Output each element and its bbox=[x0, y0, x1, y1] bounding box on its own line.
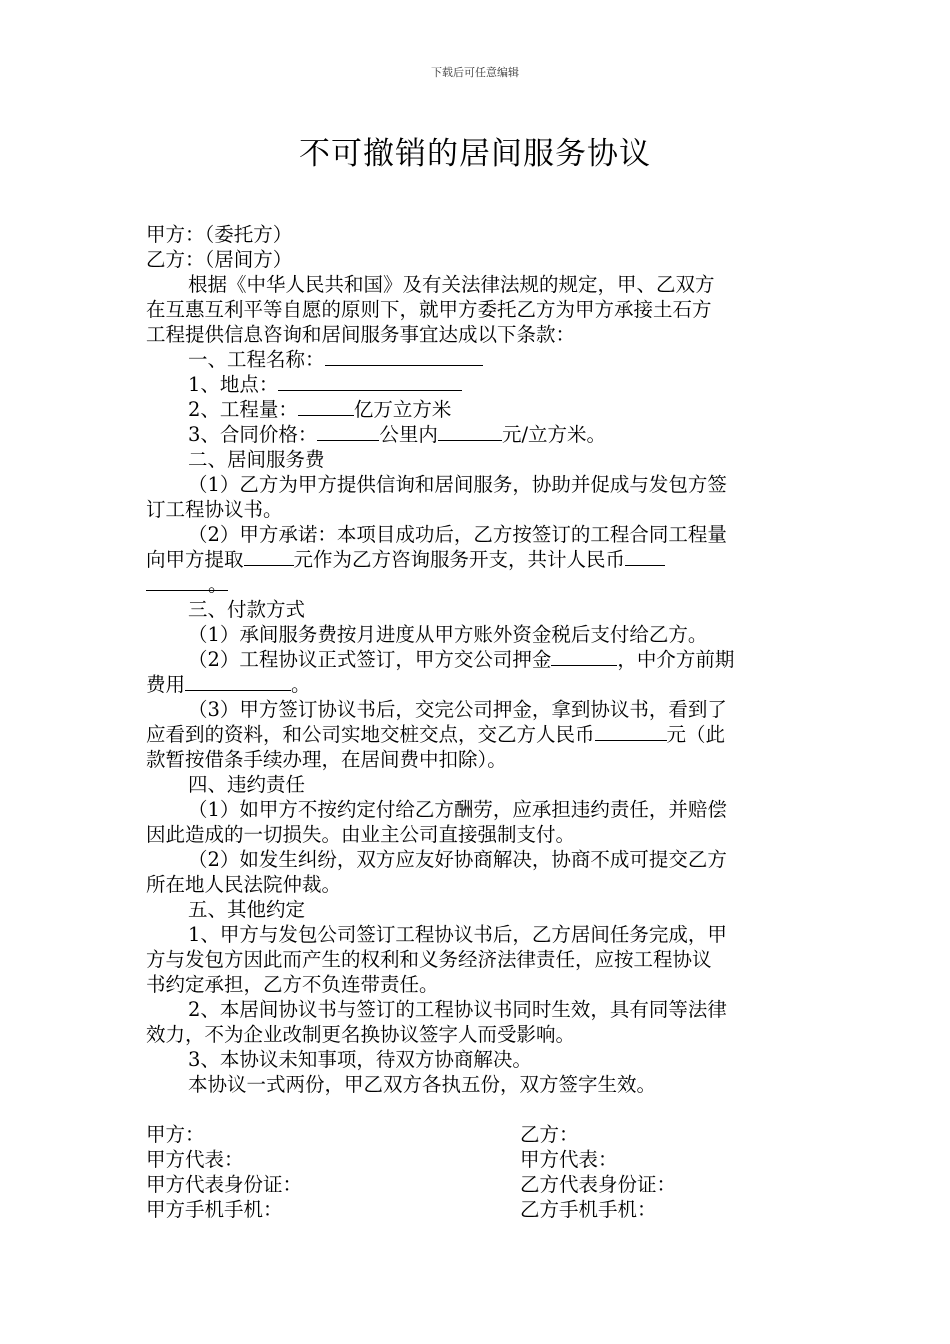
price-line bbox=[146, 422, 808, 447]
party-b-line: 乙方：（居间方） bbox=[146, 248, 293, 271]
location-blank[interactable] bbox=[278, 372, 462, 391]
page-header: 下载后可任意编辑 bbox=[431, 66, 519, 79]
section-2-heading: 二、居间服务费 bbox=[188, 448, 325, 471]
distance-blank[interactable] bbox=[317, 422, 379, 441]
clause-line: 因此造成的一切损失。由业主公司直接强制支付。 bbox=[146, 823, 576, 846]
period: 。 bbox=[291, 673, 311, 696]
clause-line: 1、甲方与发包公司签订工程协议书后，乙方居间任务完成，甲 bbox=[188, 923, 727, 946]
clause-line: 款暂按借条手续办理，在居间费中扣除）。 bbox=[146, 748, 507, 771]
clause-line: 方与发包方因此而产生的权利和义务经济法律责任，应按工程协议 bbox=[146, 948, 712, 971]
deposit-line bbox=[146, 647, 808, 672]
quantity-line bbox=[146, 397, 808, 422]
clause-line: 本协议一式两份，甲乙双方各执五份，双方签字生效。 bbox=[188, 1073, 657, 1096]
clause-line: 3、本协议未知事项，待双方协商解决。 bbox=[188, 1048, 532, 1071]
quantity-label: 2、工程量： bbox=[188, 398, 298, 421]
clause-line: 所在地人民法院仲裁。 bbox=[146, 873, 342, 896]
fee-text: 向甲方提取 bbox=[146, 548, 244, 571]
clause-line: （3）甲方签订协议书后，交完公司押金，拿到协议书，看到了 bbox=[188, 698, 727, 721]
payment-blank[interactable] bbox=[595, 722, 667, 741]
signature-right-label: 乙方： bbox=[520, 1123, 579, 1146]
section-1-heading: 一、工程名称： bbox=[188, 348, 325, 371]
party-a-line: 甲方：（委托方） bbox=[146, 223, 293, 246]
payment-text: 应看到的资料，和公司实地交桩交点，交乙方人民币 bbox=[146, 723, 595, 746]
period: 。 bbox=[208, 573, 228, 596]
intro-line: 在互惠互利平等自愿的原则下，就甲方委托乙方为甲方承接土石方 bbox=[146, 298, 712, 321]
location-line bbox=[146, 372, 808, 397]
signature-left-label: 甲方代表： bbox=[146, 1148, 244, 1171]
location-label: 1、地点： bbox=[188, 373, 279, 396]
clause-line: （1）如甲方不按约定付给乙方酬劳，应承担违约责任，并赔偿 bbox=[188, 798, 727, 821]
signature-left-label: 甲方手机手机： bbox=[146, 1198, 283, 1221]
clause-line: （1）承间服务费按月进度从甲方账外资金税后支付给乙方。 bbox=[188, 623, 708, 646]
clause-line: 订工程协议书。 bbox=[146, 498, 283, 521]
signature-right-label: 乙方代表身份证： bbox=[520, 1173, 677, 1196]
clause-line: 效力，不为企业改制更名换协议签字人而受影响。 bbox=[146, 1023, 576, 1046]
clause-line: （2）甲方承诺：本项目成功后，乙方按签订的工程合同工程量 bbox=[188, 523, 727, 546]
section-5-heading: 五、其他约定 bbox=[188, 898, 306, 921]
payment-text: 元（此 bbox=[666, 723, 726, 746]
deposit-blank[interactable] bbox=[551, 647, 617, 666]
section-4-heading: 四、违约责任 bbox=[188, 773, 306, 796]
section-1-line bbox=[146, 347, 808, 372]
document-body bbox=[146, 222, 808, 1097]
quantity-blank[interactable] bbox=[298, 397, 354, 416]
price-blank[interactable] bbox=[438, 422, 502, 441]
signature-row bbox=[146, 1172, 808, 1197]
clause-line: 书约定承担，乙方不负连带责任。 bbox=[146, 973, 439, 996]
price-label: 3、合同价格： bbox=[188, 423, 318, 446]
fee-line bbox=[146, 547, 808, 572]
project-name-blank[interactable] bbox=[325, 347, 483, 366]
price-unit: 元/立方米。 bbox=[501, 423, 607, 446]
section-3-heading: 三、付款方式 bbox=[188, 598, 306, 621]
prefee-blank[interactable] bbox=[185, 672, 291, 691]
payment-line bbox=[146, 722, 808, 747]
distance-unit: 公里内 bbox=[379, 423, 438, 446]
intro-line: 根据《中华人民共和国》及有关法律法规的规定，甲、乙双方 bbox=[188, 273, 715, 296]
signature-block bbox=[146, 1122, 808, 1222]
signature-row bbox=[146, 1147, 808, 1172]
quantity-unit: 亿万立方米 bbox=[353, 398, 452, 421]
prefee-line bbox=[146, 672, 808, 697]
clause-line: （1）乙方为甲方提供信询和居间服务，协助并促成与发包方签 bbox=[188, 473, 727, 496]
signature-left-label: 甲方代表身份证： bbox=[146, 1173, 303, 1196]
total-blank[interactable] bbox=[625, 547, 665, 566]
signature-left-label: 甲方： bbox=[146, 1123, 205, 1146]
clause-line: 2、本居间协议书与签订的工程协议书同时生效，具有同等法律 bbox=[188, 998, 727, 1021]
deposit-text: ，中介方前期 bbox=[617, 648, 735, 671]
total-line bbox=[146, 572, 808, 597]
signature-row bbox=[146, 1197, 808, 1222]
signature-right-label: 乙方手机手机： bbox=[520, 1198, 657, 1221]
intro-line: 工程提供信息咨询和居间服务事宜达成以下条款： bbox=[146, 323, 576, 346]
deposit-text: （2）工程协议正式签订，甲方交公司押金 bbox=[188, 648, 552, 671]
fee-text: 元作为乙方咨询服务开支，共计人民币 bbox=[293, 548, 626, 571]
prefee-text: 费用 bbox=[146, 673, 186, 696]
signature-row bbox=[146, 1122, 808, 1147]
document-title: 不可撤销的居间服务协议 bbox=[299, 136, 651, 172]
fee-blank[interactable] bbox=[244, 547, 294, 566]
signature-right-label: 甲方代表： bbox=[520, 1148, 618, 1171]
clause-line: （2）如发生纠纷，双方应友好协商解决，协商不成可提交乙方 bbox=[188, 848, 727, 871]
